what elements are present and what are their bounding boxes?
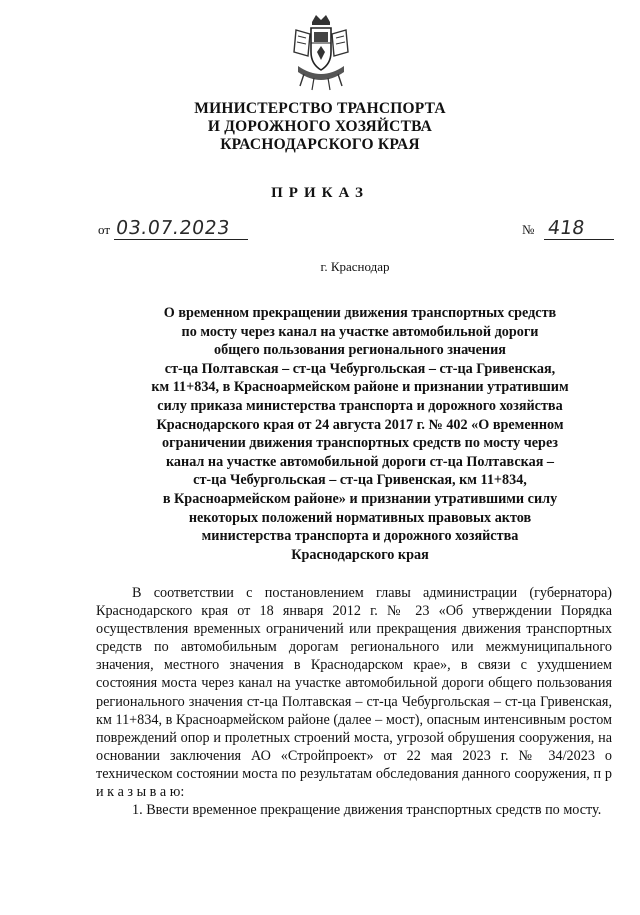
order-date bbox=[98, 214, 248, 240]
ministry-name bbox=[150, 100, 490, 154]
number-value: 418 bbox=[546, 217, 586, 239]
title-line: министерства транспорта и дорожного хозяйства bbox=[201, 528, 519, 545]
date-underline bbox=[114, 239, 248, 240]
clause-1-paragraph: 1. Ввести временное прекращение движения транспортных средств по мосту. bbox=[132, 802, 602, 819]
city: г. Краснодар bbox=[320, 259, 390, 274]
ministry-line: МИНИСТЕРСТВО ТРАНСПОРТА bbox=[194, 100, 446, 117]
title-line: ограничении движения транспортных средств по мосту через bbox=[162, 435, 558, 452]
title-line: км 11+834, в Красноармейском районе и признании утратившим bbox=[151, 379, 569, 396]
title-line: силу приказа министерства транспорта и дорожного хозяйства bbox=[157, 397, 563, 414]
preamble-paragraph: В соответствии с постановлением главы администрации (губернатора) Краснодарского края от 18 января 2012 г. № 23 «Об утверждении Порядка осуществления временных ограничений или прекращения движения транспортных средств по автомобильным дорогам регионального или межмуниципального значения, местного значения в Краснодарском крае», в связи с ухудшением состояния моста через канал на участке автомобильной дороги общего пользования регионального значения ст-ца Полтавская – ст-ца Чебургольская – ст-ца Гривенская, км 11+834, в Красноармейском районе (далее – мост), опасным интенсивным ростом повреждений опор и пролетных строений моста, угрозой обрушения сооружения, на основании заключения АО «Стройпроект» от 22 мая 2023 г. № 34/2023 о техническом состоянии моста по результатам обследования данного сооружения, п р и к а з ы в а ю: bbox=[96, 585, 612, 801]
date-prefix: от bbox=[98, 222, 111, 237]
title-line: в Красноармейском районе» и признании утратившими силу bbox=[162, 490, 558, 507]
coat-of-arms-icon bbox=[290, 12, 352, 92]
ministry-line: КРАСНОДАРСКОГО КРАЯ bbox=[220, 136, 420, 153]
order-title bbox=[130, 304, 590, 564]
title-line: Краснодарского края bbox=[291, 546, 429, 563]
order-body bbox=[96, 584, 612, 819]
number-underline bbox=[544, 239, 614, 240]
ministry-line: И ДОРОЖНОГО ХОЗЯЙСТВА bbox=[207, 118, 433, 135]
title-line: ст-ца Полтавская – ст-ца Чебургольская – ст-ца Гривенская, bbox=[164, 360, 556, 377]
title-line: некоторых положений нормативных правовых актов bbox=[188, 509, 532, 526]
title-line: Краснодарского края от 24 августа 2017 г. № 402 «О временном bbox=[156, 416, 564, 433]
title-line: общего пользования регионального значения bbox=[214, 342, 506, 359]
document-type: ПРИКАЗ bbox=[271, 185, 369, 201]
order-number bbox=[522, 214, 614, 240]
title-line: ст-ца Чебургольская – ст-ца Гривенская, км 11+834, bbox=[193, 472, 527, 489]
title-line: О временном прекращении движения транспортных средств bbox=[163, 305, 557, 321]
date-value: 03.07.2023 bbox=[114, 217, 232, 239]
title-line: по мосту через канал на участке автомобильной дороги bbox=[181, 323, 539, 340]
number-prefix: № bbox=[522, 222, 535, 237]
title-line: канал на участке автомобильной дороги ст-ца Полтавская – bbox=[165, 453, 555, 470]
